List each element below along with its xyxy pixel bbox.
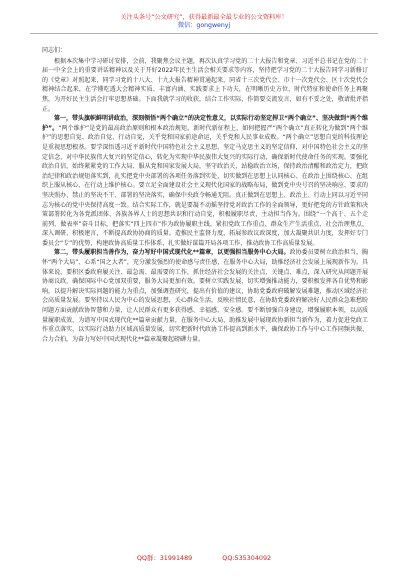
section-heading: 第二，带头履职担当善作为，奋力写好中国式现代化**篇章，以更强担当服务中心大局。 xyxy=(54,249,290,257)
document-body xyxy=(42,46,368,344)
salutation: 同志们： xyxy=(42,47,67,54)
footer-qq: QQ:535304092 xyxy=(222,554,272,562)
page-header xyxy=(0,14,408,30)
header-divider xyxy=(30,33,378,34)
footer-qq-group: QQ群：31991489 xyxy=(136,554,193,562)
page-footer xyxy=(0,553,408,562)
paragraph-text: 根据本次集中学习研讨安排，会前，我聚焦会议主题，再次认真学习党的二十大报告和党章、习近平总书记在党的二十届一中全会上的重要讲话精神以及关于开好2022年民主生活会相关要求等内容，坚持把学习党的二十大报告同学习新修订的《党章》对照起来，同学习党的十八大、十九大报告精神贯通起来，同省十三次党代会、市十一次党代会、区十次党代会精神结合起来，在学懂吃透大会精神实质、丰富内涵、实践要求上下功夫，在明晰历史方位、时代特征和使命任务上再聚焦，为开好民主生活会打牢思想基础。下面我就学习的收获，结合工作实际，作简要交流发言，如有不妥之处，敬请批评指正。 xyxy=(42,57,368,113)
section-heading: 第一，带头旗帜鲜明讲政治，深刻领悟“两个确立”的决定性意义，以实际行动坚定捍卫“两个确立”、坚决做到“两个维护”。 xyxy=(42,115,368,132)
header-promo-text: 关注头条号“公文研究”，获得最新最全最专业的公文资料库！ xyxy=(120,14,288,21)
paragraph-text: “两个维护”是党的最高政治原则和根本政治规矩。新时代新征程上，如何把握严“两个确立”真正转化为做到“两个维护”的思想自觉、政治自觉、行动自觉，关乎党和国家前途命运，关乎党和人民事业成败。“两个确立”思想自觉的科技理论是重视思想根基。要学深悟透习近平新时代中国特色社会主义思想，坚定马克思主义的坚定信仰，对中国特色社会主义的坚定信念，对中华民族伟大复兴的坚定信心，转化为实现中华民族伟大复兴的实际行动，确保新时代使命任务的实现。要强化政治自信，始终紧紧党的工作大局、服从党和国家发展大局，坚守政治关，站稳政治立场，保持政治清醒和政治定力，把政治纪律和政治规矩落实到，扎实把党中央部署的各项任务落到实处，切实做到在思想上认同核心、在政治上围绕核心、在组织上服从核心、在行动上维护核心。要立足全面建设社会主义现代化国家的战略布局，做到党中央号召的坚决响应、要求的坚决照办、禁止的坚决不干、部署的坚决落实，确保中央政令畅通无阻。真正做到在思想上、政治上、行动上同以习近平同志为核心的党中央保持高度一致。结合实际工作，就是要凝不动摇坚持党对政治工作的全面领导，更好把党的方针政策和决策部署转化为各党派团体、各族各界人士的思想共识和行动自觉，积极履职尽责，主动担当作为。围绕“一个高于、五个走前列、做表率”奋斗目标，把落实“四上四市”作为政协履职主线，紧扣党政工作重点、群众生产生活重点、社会治理焦点，深入调研、积极建言，不断提高政协协商的质量。造推民主监督力度，拓展参政议政深度，加大凝聚共识力度，发挥好专门委员会“专”的优势，构建政协高质量工作体系，扎实做好谋篇开局各项工作，推动政协工作高质量发展。 xyxy=(42,124,369,247)
paragraph-section-1 xyxy=(42,114,368,248)
header-wechat-text: 微信：gongwenyj xyxy=(177,22,231,29)
paragraph-text: 政协委员要树立政治担当，胸怀“两个大局”、心系“国之大者”，充分激发强烈的使命感与责任感，在服务中心大局，助推经济社会发展上展现新作为。具体来说，要积区委政府履关注、最急需、最需要的工作，抓住经济社会发展的关注点、关键点、难点，深入研究从问题开展协商议政，确保国际中心党加双重要，服务大局更加有效。要树立实践发展，切实增强推动能力，要积极发挥各自优势和影响，以提升解决实际问题的能力为重点，加强调查研究，提出有价值的建议，协助党委政府破解发展难题，推动区域经济社会高质量发展。要坚持以人民为中心的发展思想，关心群众生活，反映社情民意，在协助党委政府解决好人民群众急难愁盼问题方面贡献政协智慧和力量，让人民群众有更多获得感、幸福感、安全感。要不断加强自身建设，增强履职本领，以高质量履职成效，为谱写中国式现代化**篇章贡献力量，在服务中心大局、助推发展中展现政协新担当新作为，着力促进党政工作重点落实，以实际行动助力区域高质量发展，切实把新时代政协工作提高到新水平，确保政协工作与中心工作同频共振、合力合拍，为奋力写好中国式现代化**篇章凝聚起磅礴力量。 xyxy=(42,249,368,343)
paragraph-intro xyxy=(42,57,368,115)
paragraph-section-2 xyxy=(42,248,368,344)
